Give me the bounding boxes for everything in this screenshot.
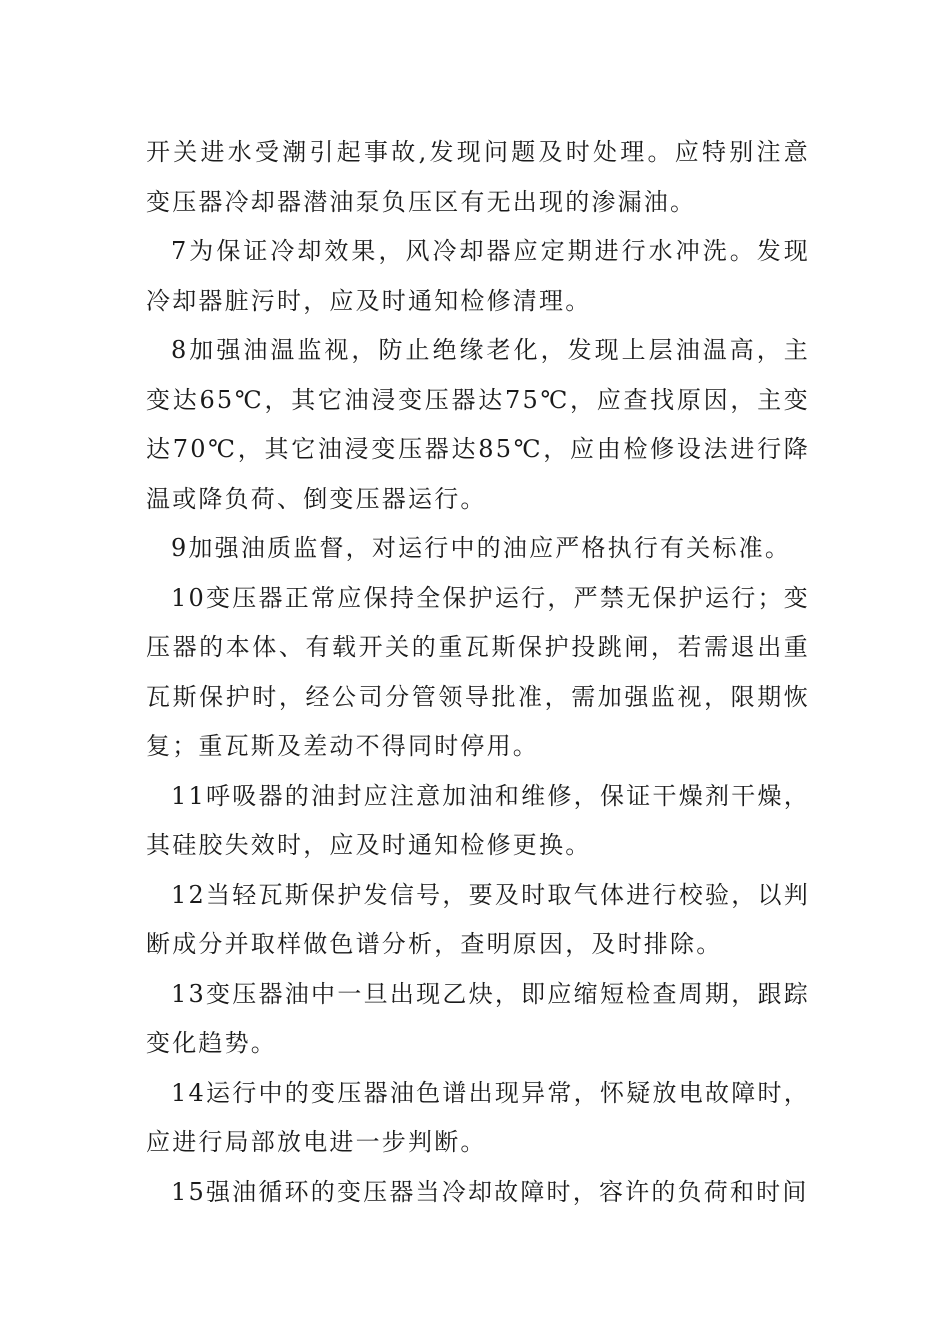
paragraph: 10变压器正常应保持全保护运行，严禁无保护运行；变压器的本体、有载开关的重瓦斯保护投跳闸，若需退出重瓦斯保护时，经公司分管领导批准，需加强监视，限期恢复；重瓦斯及差动不得同时停用。 xyxy=(146,583,810,760)
paragraph: 开关进水受潮引起事故,发现问题及时处理。应特别注意变压器冷却器潜油泵负压区有无出现的渗漏油。 xyxy=(146,138,810,216)
paragraph: 9加强油质监督，对运行中的油应严格执行有关标准。 xyxy=(171,534,792,562)
paragraph: 12当轻瓦斯保护发信号，要及时取气体进行校验，以判断成分并取样做色谱分析，查明原因，及时排除。 xyxy=(146,880,810,958)
paragraph: 14运行中的变压器油色谱出现异常，怀疑放电故障时，应进行局部放电进一步判断。 xyxy=(146,1078,810,1156)
document-body xyxy=(146,128,810,1217)
paragraph: 13变压器油中一旦出现乙炔，即应缩短检查周期，跟踪变化趋势。 xyxy=(146,979,810,1057)
paragraph: 7为保证冷却效果，风冷却器应定期进行水冲洗。发现冷却器脏污时，应及时通知检修清理。 xyxy=(146,237,810,315)
paragraph: 11呼吸器的油封应注意加油和维修，保证干燥剂干燥，其硅胶失效时，应及时通知检修更换。 xyxy=(146,781,810,859)
paragraph: 8加强油温监视，防止绝缘老化，发现上层油温高，主变达65℃，其它油浸变压器达75℃，应查找原因，主变达70℃，其它油浸变压器达85℃，应由检修设法进行降温或降负荷、倒变压器运行。 xyxy=(146,336,810,513)
paragraph: 15强油循环的变压器当冷却故障时，容许的负荷和时间 xyxy=(171,1177,809,1206)
